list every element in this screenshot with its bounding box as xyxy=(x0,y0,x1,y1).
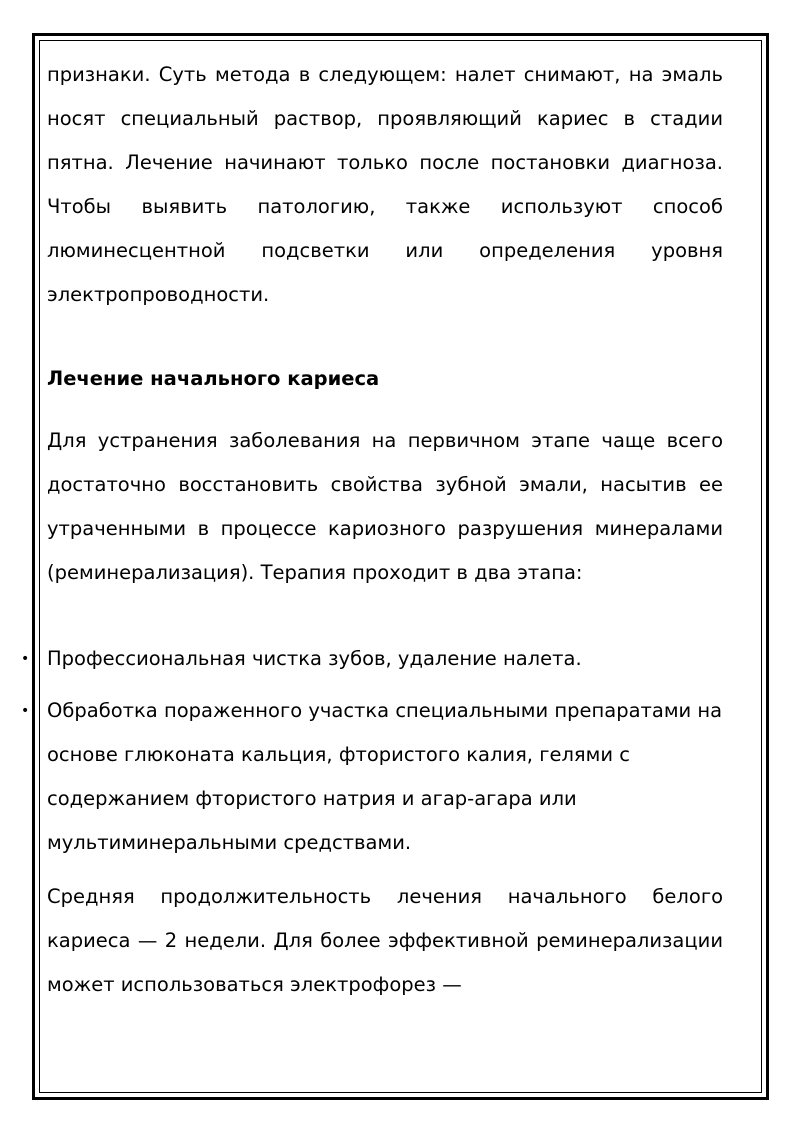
paragraph-1-block xyxy=(47,53,723,317)
list-item xyxy=(21,637,723,681)
list-item-text: Обработка пораженного участка специальными препаратами на основе глюконата кальция, фтористого калия, гелями с содержанием фтористого натрия и агар-агара или мультиминеральными средствами. xyxy=(47,699,723,854)
bullet-list xyxy=(21,637,723,873)
paragraph-1: признаки. Суть метода в следующем: налет снимают, на эмаль носят специальный раствор, проявляющий кариес в стадии пятна. Лечение начинают только после постановки диагноза. Чтобы выявить патологию, также используют способ люминесцентной подсветки или определения уровня электропроводности. xyxy=(47,63,723,306)
section-heading: Лечение начального кариеса xyxy=(47,367,380,390)
paragraph-2-block xyxy=(47,419,723,595)
paragraph-2: Для устранения заболевания на первичном этапе чаще всего достаточно восстановить свойства зубной эмали, насытив ее утраченными в процессе кариозного разрушения минералами (реминерализация). Терапия проходит в два этапа: xyxy=(47,429,723,584)
list-item-text: Профессиональная чистка зубов, удаление налета. xyxy=(47,647,582,670)
paragraph-3: Средняя продолжительность лечения начального белого кариеса — 2 недели. Для более эффективной реминерализации может использоваться электрофорез — xyxy=(47,885,723,996)
list-item xyxy=(21,689,723,865)
bullet-icon: • xyxy=(21,703,30,719)
paragraph-3-block xyxy=(47,875,723,1007)
bullet-icon: • xyxy=(21,651,30,667)
